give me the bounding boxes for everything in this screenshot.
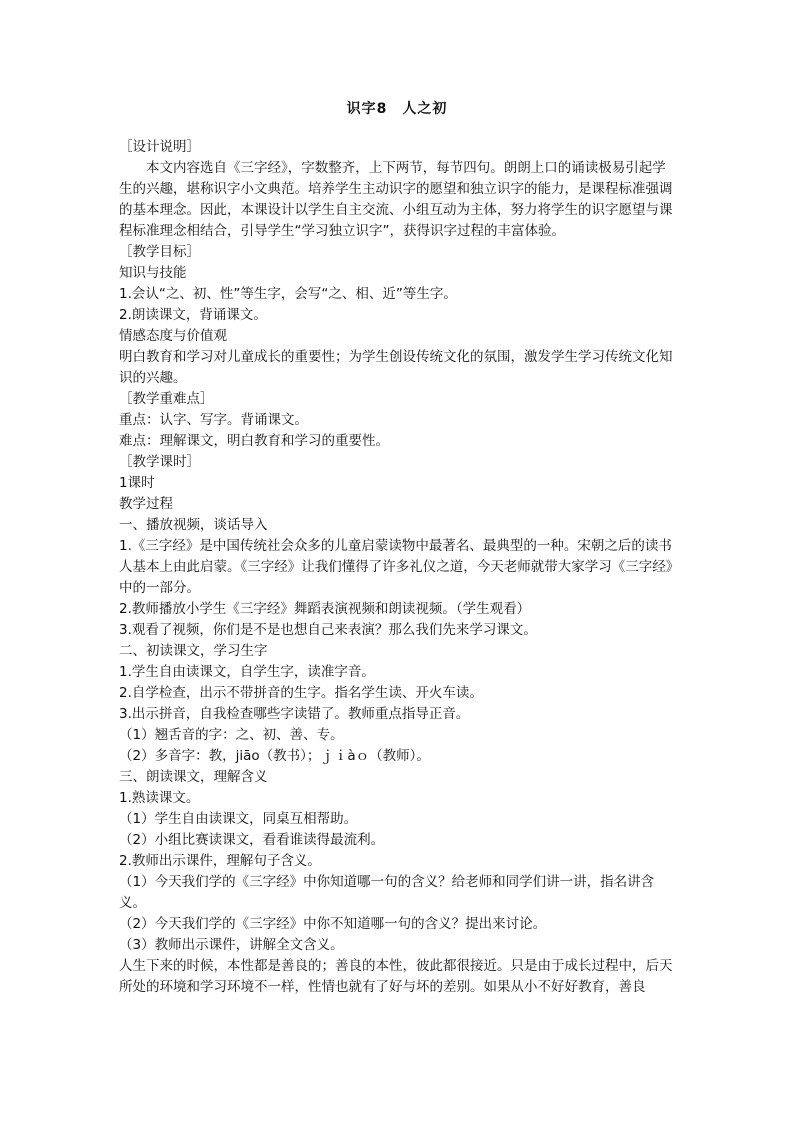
sub-item: （1）学生自由读课文，同桌互相帮助。: [119, 811, 358, 827]
paragraph-design-notes: 本文内容选自《三字经》，字数整齐，上下两节，每节四句。朗朗上口的诵读极易引起学生的兴趣，堪称识字小文典范。培养学生主动识字的愿望和独立识字的能力，是课程标准强调的基本理念。因此，本课设计以学生自主交流、小组互动为主体，努力将学生的识字愿望与课程标准理念相结合，引导学生“学习独立识字”，获得识字过程的丰富体验。: [119, 160, 673, 239]
sub-item: （1）翘舌音的字：之、初、善、专。: [119, 727, 344, 743]
sub-item: （2）小组比赛读课文，看看谁读得最流利。: [119, 832, 385, 848]
step-item: 1.《三字经》是中国传统社会众多的儿童启蒙读物中最著名、最典型的一种。宋朝之后的读书人基本上由此启蒙。《三字经》让我们懂得了许多礼仪之道，今天老师就带大家学习《三字经》中的一部分。: [119, 538, 673, 596]
sub-item: （3）教师出示课件，讲解全文含义。: [119, 937, 344, 953]
difficult-point: 难点：理解课文，明白教育和学习的重要性。: [119, 433, 389, 449]
key-point: 重点：认字、写字。背诵课文。: [119, 412, 308, 428]
step-heading: 一、播放视频，谈话导入: [119, 517, 268, 533]
subheading-attitude-values: 情感态度与价值观: [119, 328, 227, 344]
step-heading: 三、朗读课文，理解含义: [119, 769, 268, 785]
document-body: [119, 137, 679, 998]
section-heading-teaching-goals: ［教学目标］: [119, 244, 200, 260]
paragraph-explanation: 人生下来的时候，本性都是善良的；善良的本性，彼此都很接近。只是由于成长过程中，后天所处的环境和学习环境不一样，性情也就有了好与坏的差别。如果从小不好好教育，善良: [119, 958, 673, 995]
sub-item: （1）今天我们学的《三字经》中你知道哪一句的含义？给老师和同学们讲一讲，指名讲含义。: [119, 874, 655, 911]
section-heading-class-hours: ［教学课时］: [119, 454, 200, 470]
class-hours-value: 1课时: [119, 475, 155, 491]
goal-item: 2.朗读课文，背诵课文。: [119, 307, 267, 323]
step-item: 3.出示拼音，自我检查哪些字读错了。教师重点指导正音。: [119, 706, 470, 722]
section-heading-key-points: ［教学重难点］: [119, 391, 214, 407]
step-item: 2.教师出示课件，理解句子含义。: [119, 853, 321, 869]
section-heading-design-notes: ［设计说明］: [119, 139, 200, 155]
step-item: 3.观看了视频，你们是不是也想自己来表演？那么我们先来学习课文。: [119, 622, 537, 638]
step-item: 2.自学检查，出示不带拼音的生字。指名学生读、开火车读。: [119, 685, 483, 701]
step-item: 2.教师播放小学生《三字经》舞蹈表演视频和朗读视频。（学生观看）: [119, 601, 531, 617]
paragraph-attitude-values: 明白教育和学习对儿童成长的重要性；为学生创设传统文化的氛围，激发学生学习传统文化知识的兴趣。: [119, 349, 673, 386]
sub-item: （2）多音字：教，jiāo（教书）；ｊｉàｏ（教师）。: [119, 748, 430, 764]
document-title: 识字8 人之初: [346, 101, 448, 117]
subheading-teaching-process: 教学过程: [119, 496, 173, 512]
step-item: 1.学生自由读课文，自学生字，读准字音。: [119, 664, 375, 680]
step-item: 1.熟读课文。: [119, 790, 200, 806]
sub-item: （2）今天我们学的《三字经》中你不知道哪一句的含义？提出来讨论。: [119, 916, 547, 932]
goal-item: 1.会认“之、初、性”等生字，会写“之、相、近”等生字。: [119, 286, 457, 302]
step-heading: 二、初读课文，学习生字: [119, 643, 268, 659]
subheading-knowledge-skills: 知识与技能: [119, 265, 187, 281]
